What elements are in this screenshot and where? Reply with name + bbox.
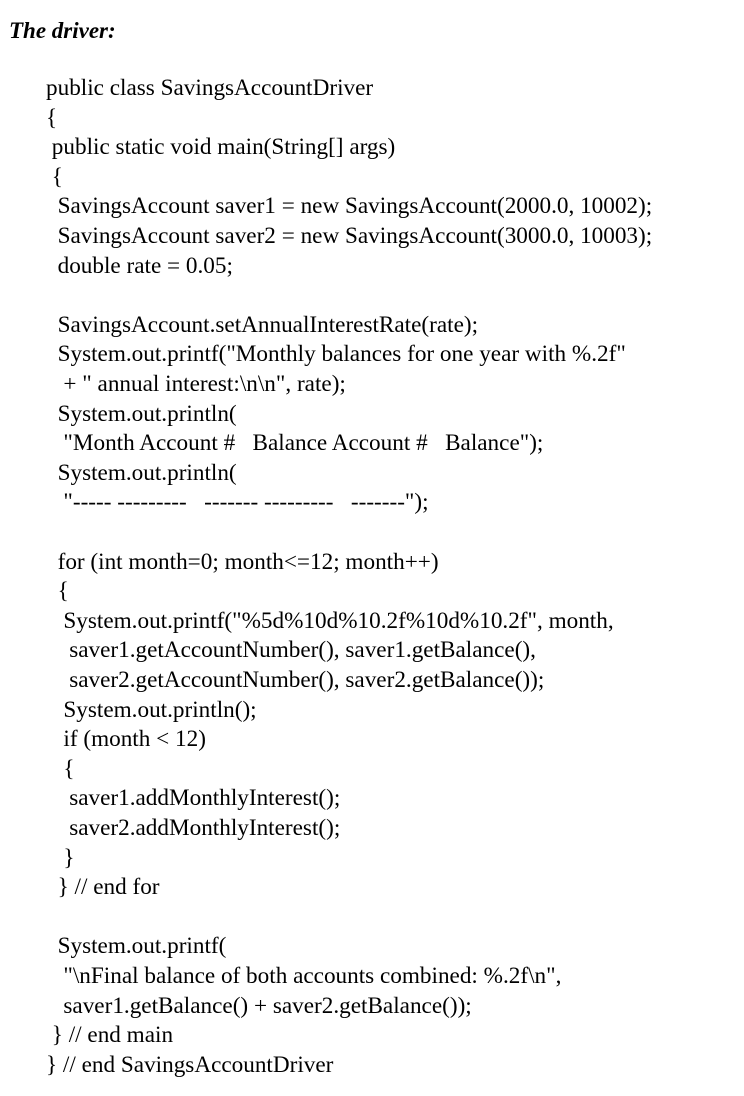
code-line: public static void main(String[] args) — [46, 134, 396, 161]
code-line: { — [46, 755, 75, 782]
code-line: "\nFinal balance of both accounts combined: %.2f\n", — [46, 963, 562, 989]
code-line: saver1.addMonthlyInterest(); — [46, 785, 341, 812]
code-line: for (int month=0; month<=12; month++) — [46, 548, 439, 575]
code-line: System.out.printf( — [46, 933, 227, 960]
code-line: saver2.addMonthlyInterest(); — [46, 815, 341, 841]
code-line: + " annual interest:\n\n", rate); — [46, 371, 346, 397]
code-line: } // end main — [46, 1022, 174, 1049]
code-line: if (month < 12) — [46, 726, 206, 753]
code-line: { — [46, 104, 58, 131]
code-line: System.out.printf("%5d%10d%10.2f%10d%10.2f", month, — [46, 607, 614, 634]
code-line: SavingsAccount.setAnnualInterestRate(rate); — [46, 311, 479, 338]
code-line: "Month Account # Balance Account # Balance"); — [46, 430, 544, 457]
code-line: double rate = 0.05; — [46, 252, 233, 279]
code-line: { — [46, 163, 63, 190]
code-line: System.out.printf("Monthly balances for one year with %.2f" — [46, 341, 626, 368]
code-line: saver1.getAccountNumber(), saver1.getBalance(), — [46, 637, 536, 664]
code-line: System.out.println( — [46, 400, 237, 427]
code-line: SavingsAccount saver1 = new SavingsAccount(2000.0, 10002); — [46, 193, 653, 220]
code-line: SavingsAccount saver2 = new SavingsAccount(3000.0, 10003); — [46, 223, 653, 249]
code-line: { — [46, 578, 69, 605]
code-line: } // end for — [46, 874, 160, 901]
code-line: System.out.println(); — [46, 696, 257, 723]
section-heading: The driver: — [9, 18, 116, 43]
code-line: } — [46, 844, 75, 871]
code-line: saver1.getBalance() + saver2.getBalance()); — [46, 992, 472, 1019]
code-line: } // end SavingsAccountDriver — [46, 1051, 334, 1078]
code-line: saver2.getAccountNumber(), saver2.getBalance()); — [46, 667, 545, 693]
code-line: public class SavingsAccountDriver — [46, 75, 374, 101]
code-line: System.out.println( — [46, 459, 237, 486]
code-line: "----- --------- ------- --------- -------"); — [46, 489, 429, 516]
